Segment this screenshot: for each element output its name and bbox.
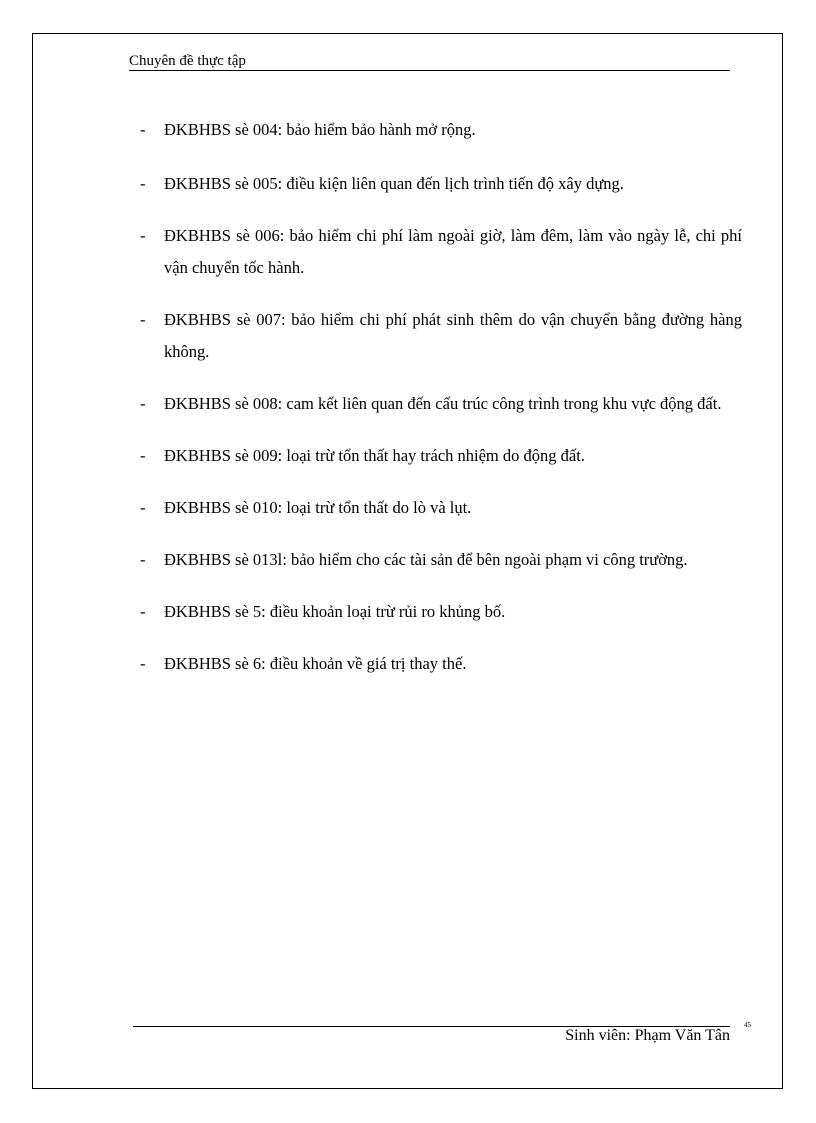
bullet-dash: - [140,310,146,329]
bullet-dash: - [140,120,146,139]
list-item-text: ĐKBHBS sè 004: bảo hiểm bảo hành mở rộng. [164,120,476,139]
list-item-text: ĐKBHBS sè 005: điều kiện liên quan đến lịch trình tiến độ xây dựng. [164,174,624,193]
bullet-dash: - [140,602,146,621]
list-item [138,544,742,576]
list-item [138,114,742,146]
bullet-dash: - [140,394,146,413]
clause-list [138,114,742,680]
list-item [138,648,742,680]
list-item [138,596,742,628]
bullet-dash: - [140,498,146,517]
bullet-dash: - [140,654,146,673]
list-item [138,492,742,524]
page-number: 45 [744,1021,751,1029]
list-item-text: ĐKBHBS sè 5: điều khoản loại trừ rủi ro khủng bố. [164,602,506,621]
list-item [138,388,742,420]
list-item [138,304,742,368]
header-title: Chuyên đề thực tập [129,53,246,69]
bullet-dash: - [140,226,146,245]
list-item-text: ĐKBHBS sè 008: cam kết liên quan đến cấu trúc công trình trong khu vực động đất. [164,394,722,413]
list-item [138,440,742,472]
footer-student-name: Sinh viên: Phạm Văn Tân [565,1027,730,1044]
bullet-dash: - [140,550,146,569]
bullet-dash: - [140,446,146,465]
list-item-text: ĐKBHBS sè 006: bảo hiểm chi phí làm ngoài giờ, làm đêm, làm vào ngày lễ, chi phí vận chuyển tốc hành. [164,226,742,277]
header-rule [129,70,730,71]
list-item-text: ĐKBHBS sè 007: bảo hiểm chi phí phát sinh thêm do vận chuyển bằng đường hàng không. [164,310,742,361]
list-item-text: ĐKBHBS sè 009: loại trừ tổn thất hay trách nhiệm do động đất. [164,446,585,465]
list-item-text: ĐKBHBS sè 010: loại trừ tổn thất do lò và lụt. [164,498,472,517]
list-item [138,220,742,284]
list-item-text: ĐKBHBS sè 013l: bảo hiểm cho các tài sản để bên ngoài phạm vi công trường. [164,550,688,569]
bullet-dash: - [140,174,146,193]
list-item-text: ĐKBHBS sè 6: điều khoản về giá trị thay thế. [164,654,467,673]
list-item [138,168,742,200]
